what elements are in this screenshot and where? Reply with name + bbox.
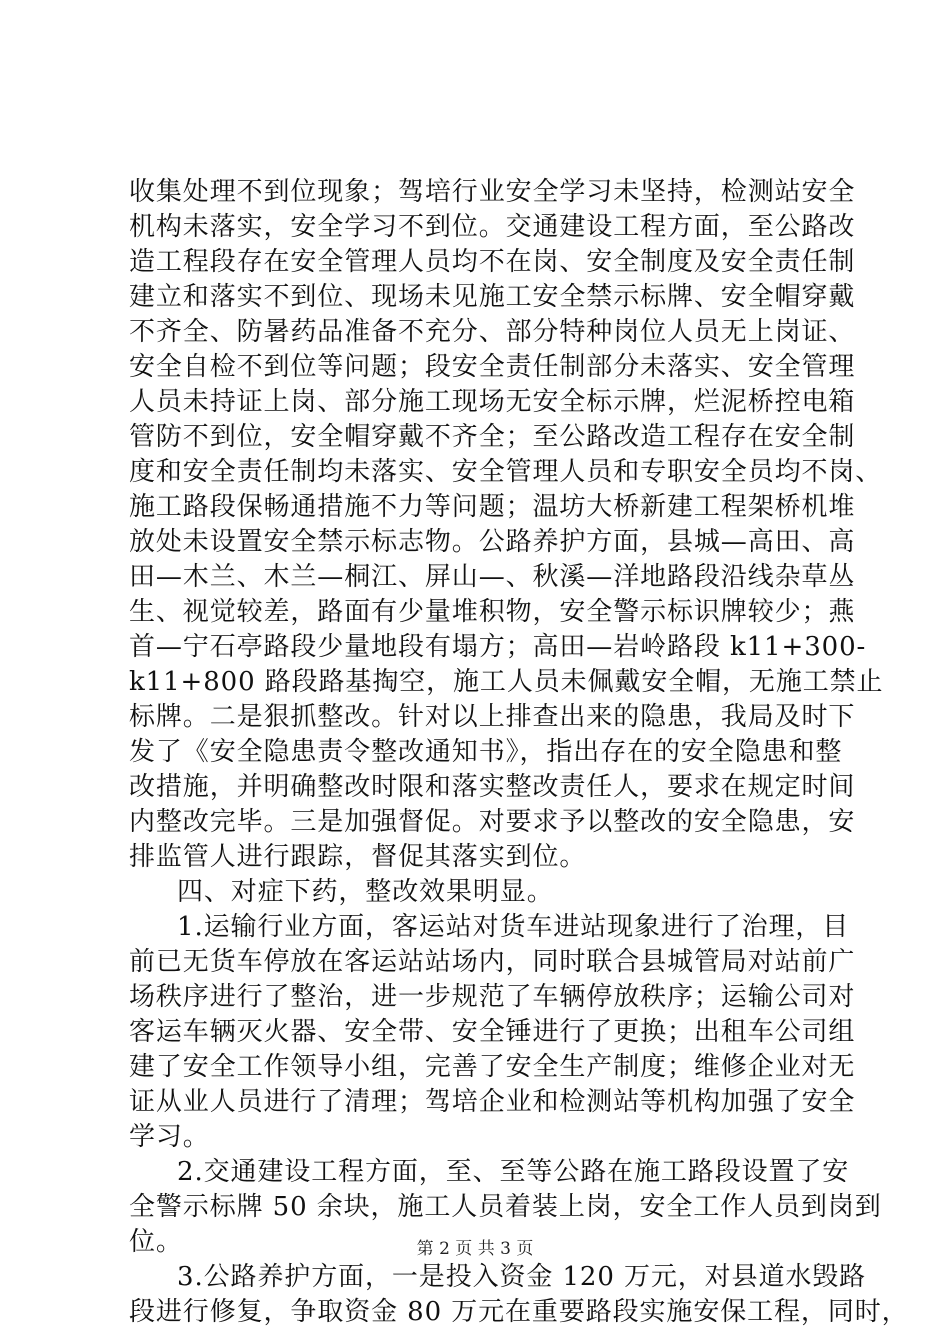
- text-line: 田—木兰、木兰—桐江、屏山—、秋溪—洋地路段沿线杂草丛: [129, 562, 856, 592]
- text-line: 改措施，并明确整改时限和落实整改责任人，要求在规定时间: [129, 772, 856, 802]
- text-line: 收集处理不到位现象；驾培行业安全学习未坚持，检测站安全: [129, 177, 856, 207]
- text-line: 标牌。二是狠抓整改。针对以上排查出来的隐患，我局及时下: [129, 702, 856, 732]
- text-line: 学习。: [129, 1122, 210, 1152]
- text-line: 管防不到位，安全帽穿戴不齐全；至公路改造工程存在安全制: [129, 422, 856, 452]
- text-line: 度和安全责任制均未落实、安全管理人员和专职安全员均不岗、: [129, 457, 883, 487]
- text-line: 建立和落实不到位、现场未见施工安全禁示标牌、安全帽穿戴: [129, 282, 856, 312]
- text-line: 前已无货车停放在客运站站场内，同时联合县城管局对站前广: [129, 947, 856, 977]
- text-line: 首—宁石亭路段少量地段有塌方；高田—岩岭路段 k11+300-: [129, 632, 867, 662]
- text-line: 3.公路养护方面，一是投入资金 120 万元，对县道水毁路: [177, 1262, 867, 1292]
- body-text: [129, 175, 909, 1330]
- text-line: 四、对症下药，整改效果明显。: [177, 877, 554, 907]
- text-line: 段进行修复，争取资金 80 万元在重要路段实施安保工程，同时，: [129, 1297, 909, 1327]
- paragraph: [129, 175, 884, 875]
- text-line: 客运车辆灭火器、安全带、安全锤进行了更换；出租车公司组: [129, 1017, 856, 1047]
- paragraph: [129, 910, 856, 1155]
- text-line: 全警示标牌 50 余块，施工人员着装上岗，安全工作人员到岗到: [129, 1192, 882, 1222]
- text-line: 位。: [129, 1227, 183, 1257]
- text-line: 施工路段保畅通措施不力等问题；温坊大桥新建工程架桥机堆: [129, 492, 856, 522]
- text-line: 放处未设置安全禁示标志物。公路养护方面，县城—高田、高: [129, 527, 856, 557]
- text-line: 机构未落实，安全学习不到位。交通建设工程方面，至公路改: [129, 212, 856, 242]
- text-line: 人员未持证上岗、部分施工现场无安全标示牌，烂泥桥控电箱: [129, 387, 856, 417]
- text-line: 安全自检不到位等问题；段安全责任制部分未落实、安全管理: [129, 352, 856, 382]
- text-line: 1.运输行业方面，客运站对货车进站现象进行了治理，目: [177, 912, 850, 942]
- paragraph: [129, 1260, 909, 1330]
- text-line: 证从业人员进行了清理；驾培企业和检测站等机构加强了安全: [129, 1087, 856, 1117]
- text-line: 不齐全、防暑药品准备不充分、部分特种岗位人员无上岗证、: [129, 317, 856, 347]
- text-line: 建了安全工作领导小组，完善了安全生产制度；维修企业对无: [129, 1052, 856, 1082]
- text-line: 造工程段存在安全管理人员均不在岗、安全制度及安全责任制: [129, 247, 856, 277]
- text-line: k11+800 路段路基掏空，施工人员未佩戴安全帽，无施工禁止: [129, 667, 884, 697]
- text-line: 发了《安全隐患责令整改通知书》，指出存在的安全隐患和整: [129, 737, 843, 767]
- text-line: 2.交通建设工程方面，至、至等公路在施工路段设置了安: [177, 1157, 850, 1187]
- paragraph: [129, 875, 829, 910]
- text-line: 排监管人进行跟踪，督促其落实到位。: [129, 842, 587, 872]
- page-footer: 第 2 页 共 3 页: [416, 1239, 534, 1259]
- text-line: 场秩序进行了整治，进一步规范了车辆停放秩序；运输公司对: [129, 982, 856, 1012]
- text-line: 生、视觉较差，路面有少量堆积物，安全警示标识牌较少；燕: [129, 597, 856, 627]
- text-line: 内整改完毕。三是加强督促。对要求予以整改的安全隐患，安: [129, 807, 856, 837]
